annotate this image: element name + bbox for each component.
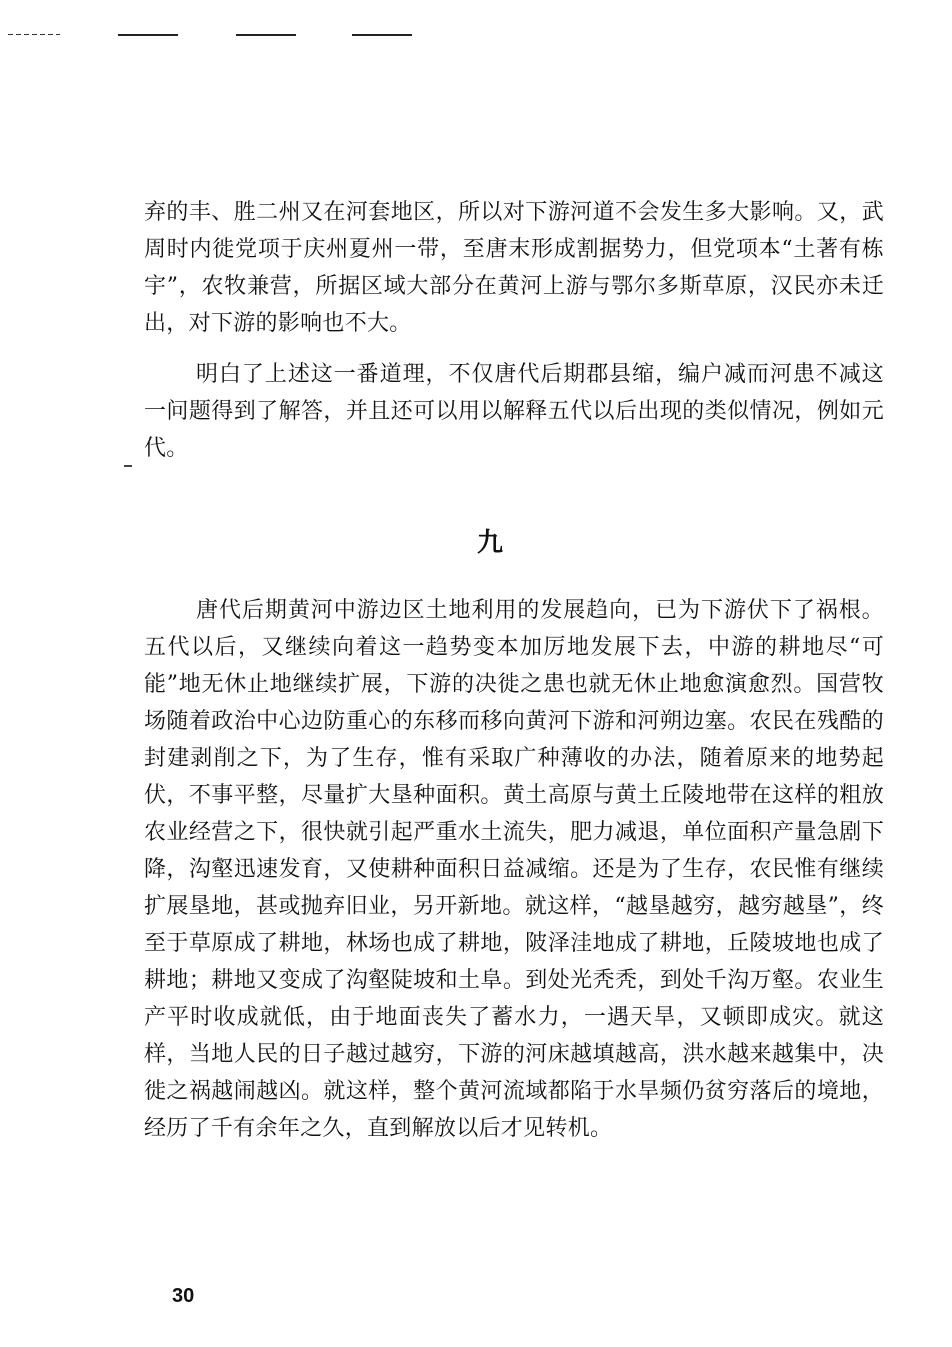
- header-rules: [0, 34, 952, 38]
- margin-mark: [124, 465, 132, 467]
- header-rule-dashed: [8, 34, 60, 35]
- header-rule: [352, 34, 412, 36]
- header-rule: [118, 34, 178, 36]
- body-paragraph-continuation: 弃的丰、胜二州又在河套地区，所以对下游河道不会发生多大影响。又，武周时内徙党项于庆州夏州一带，至唐末形成割据势力，但党项本“土著有栋宇”，农牧兼营，所据区域大部分在黄河上游与鄂尔多斯草原，汉民亦未迁出，对下游的影响也不大。: [144, 200, 884, 336]
- body-paragraph: 明白了上述这一番道理，不仅唐代后期郡县缩，编户减而河患不减这一问题得到了解答，并且还可以用以解释五代以后出现的类似情况，例如元代。: [144, 362, 884, 461]
- section-paragraph: 唐代后期黄河中游边区土地利用的发展趋向，已为下游伏下了祸根。五代以后，又继续向着这一趋势变本加厉地发展下去，中游的耕地尽“可能”地无休止地继续扩展，下游的决徙之患也就无休止地愈演愈烈。国营牧场随着政治中心边防重心的东移而移向黄河下游和河朔边塞。农民在残酷的封建剥削之下，为了生存，惟有采取广种薄收的办法，随着原来的地势起伏，不事平整，尽量扩大垦种面积。黄土高原与黄土丘陵地带在这样的粗放农业经营之下，很快就引起严重水土流失，肥力减退，单位面积产量急剧下降，沟壑迅速发育，又使耕种面积日益减缩。还是为了生存，农民惟有继续扩展垦地，甚或抛弃旧业，另开新地。就这样，“越垦越穷，越穷越垦”，终至于草原成了耕地，林场也成了耕地，陂泽洼地成了耕地，丘陵坡地也成了耕地；耕地又变成了沟壑陡坡和土阜。到处光秃秃，到处千沟万壑。农业生产平时收成就低，由于地面丧失了蓄水力，一遇天旱，又顿即成灾。就这样，当地人民的日子越过越穷，下游的河床越填越高，洪水越来越集中，决徙之祸越闹越凶。就这样，整个黄河流域都陷于水旱频仍贫穷落后的境地，经历了千有余年之久，直到解放以后才见转机。: [144, 598, 884, 1141]
- page-number: 30: [172, 1285, 195, 1307]
- header-rule: [236, 34, 296, 36]
- section-heading: 九: [476, 528, 503, 558]
